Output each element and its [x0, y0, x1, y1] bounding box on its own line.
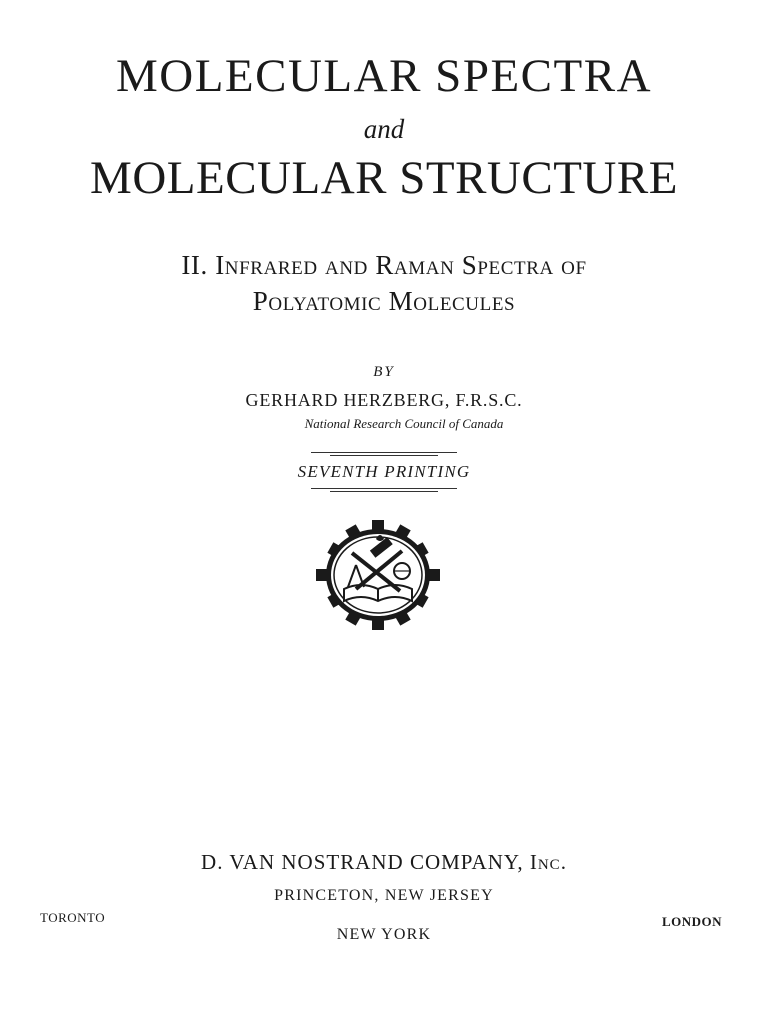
- printing-edition: SEVENTH PRINTING: [297, 462, 471, 481]
- subtitle-line-1: II. Infrared and Raman Spectra of: [181, 250, 587, 280]
- publisher-name-suffix: Inc.: [529, 850, 567, 874]
- divider-rule-bottom-inner: [330, 491, 438, 492]
- publisher-city-secondary: NEW YORK: [336, 926, 432, 943]
- main-title-line-1: MOLECULAR SPECTRA: [115, 50, 653, 102]
- subtitle-line-2: Polyatomic Molecules: [252, 286, 516, 316]
- byline-by: BY: [373, 364, 395, 380]
- publisher-city-main: PRINCETON, NEW JERSEY: [274, 887, 494, 904]
- divider-rule-bottom: [311, 488, 457, 489]
- publisher-city-right: LONDON: [661, 914, 722, 929]
- author-affiliation: National Research Council of Canada: [304, 416, 504, 431]
- author-name: GERHARD HERZBERG, F.R.S.C.: [245, 390, 523, 410]
- publisher-gear-emblem-icon: [314, 520, 442, 630]
- main-title-line-2: MOLECULAR STRUCTURE: [90, 152, 678, 204]
- publisher-name-main: D. VAN NOSTRAND COMPANY,: [201, 850, 524, 874]
- title-conjunction: and: [363, 114, 405, 144]
- publisher-name: [0, 850, 768, 875]
- divider-rule-top-inner: [330, 455, 438, 456]
- publisher-city-left: TORONTO: [40, 910, 106, 925]
- divider-rule-top: [311, 452, 457, 453]
